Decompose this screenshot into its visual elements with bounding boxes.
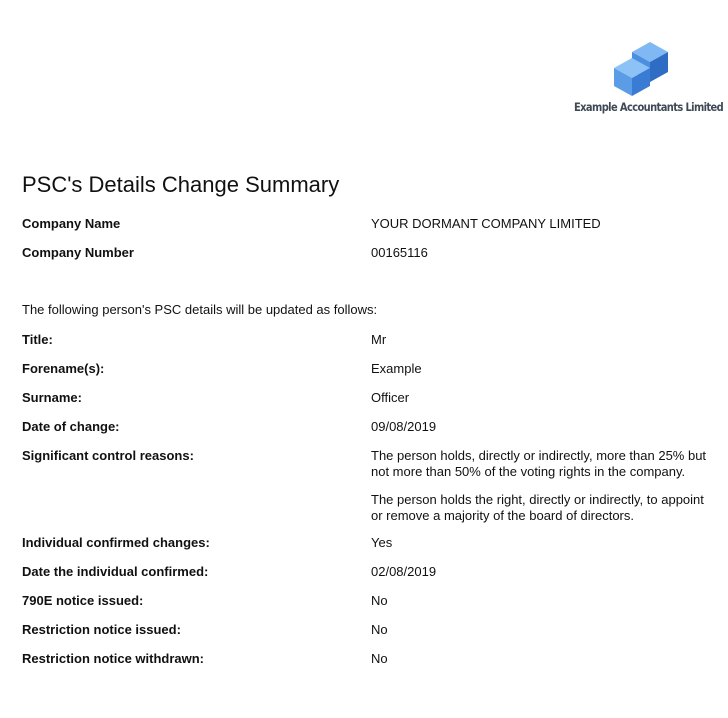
company-number-value: 00165116 bbox=[371, 245, 428, 260]
date-of-change-value: 09/08/2019 bbox=[371, 419, 437, 434]
surname-value: Officer bbox=[371, 390, 410, 405]
company-number-label: Company Number bbox=[22, 245, 134, 260]
restriction-issued-label: Restriction notice issued: bbox=[22, 622, 181, 637]
title-value: Mr bbox=[371, 332, 387, 347]
date-confirmed-label: Date the individual confirmed: bbox=[22, 564, 209, 579]
reason-appoint-directors: The person holds the right, directly or indirectly, to appoint or remove a majority of the board of directors. bbox=[371, 492, 704, 523]
surname-label: Surname: bbox=[22, 390, 82, 405]
restriction-withdrawn-value: No bbox=[371, 651, 388, 666]
significant-control-reasons-list bbox=[371, 448, 711, 524]
company-name-label: Company Name bbox=[22, 216, 121, 231]
restriction-withdrawn-label: Restriction notice withdrawn: bbox=[22, 651, 205, 666]
notice-790e-label: 790E notice issued: bbox=[22, 593, 144, 608]
forename-label: Forename(s): bbox=[22, 361, 105, 376]
reason-voting-rights: The person holds, directly or indirectly, more than 25% but not more than 50% of the voting rights in the company. bbox=[371, 448, 707, 479]
individual-confirmed-label: Individual confirmed changes: bbox=[22, 535, 210, 550]
date-of-change-label: Date of change: bbox=[22, 419, 120, 434]
page-title: PSC's Details Change Summary bbox=[22, 172, 340, 197]
forename-value: Example bbox=[371, 361, 422, 376]
individual-confirmed-value: Yes bbox=[371, 535, 393, 550]
company-name-value: YOUR DORMANT COMPANY LIMITED bbox=[371, 216, 601, 231]
title-label: Title: bbox=[22, 332, 53, 347]
company-logo bbox=[574, 42, 724, 122]
date-confirmed-value: 02/08/2019 bbox=[371, 564, 437, 579]
blue-cubes-logo-icon bbox=[612, 42, 674, 98]
notice-790e-value: No bbox=[371, 593, 388, 608]
significant-control-reasons-label: Significant control reasons: bbox=[22, 448, 194, 463]
restriction-issued-value: No bbox=[371, 622, 388, 637]
intro-text: The following person's PSC details will be updated as follows: bbox=[22, 302, 378, 317]
logo-text: Example Accountants Limited bbox=[574, 100, 724, 114]
